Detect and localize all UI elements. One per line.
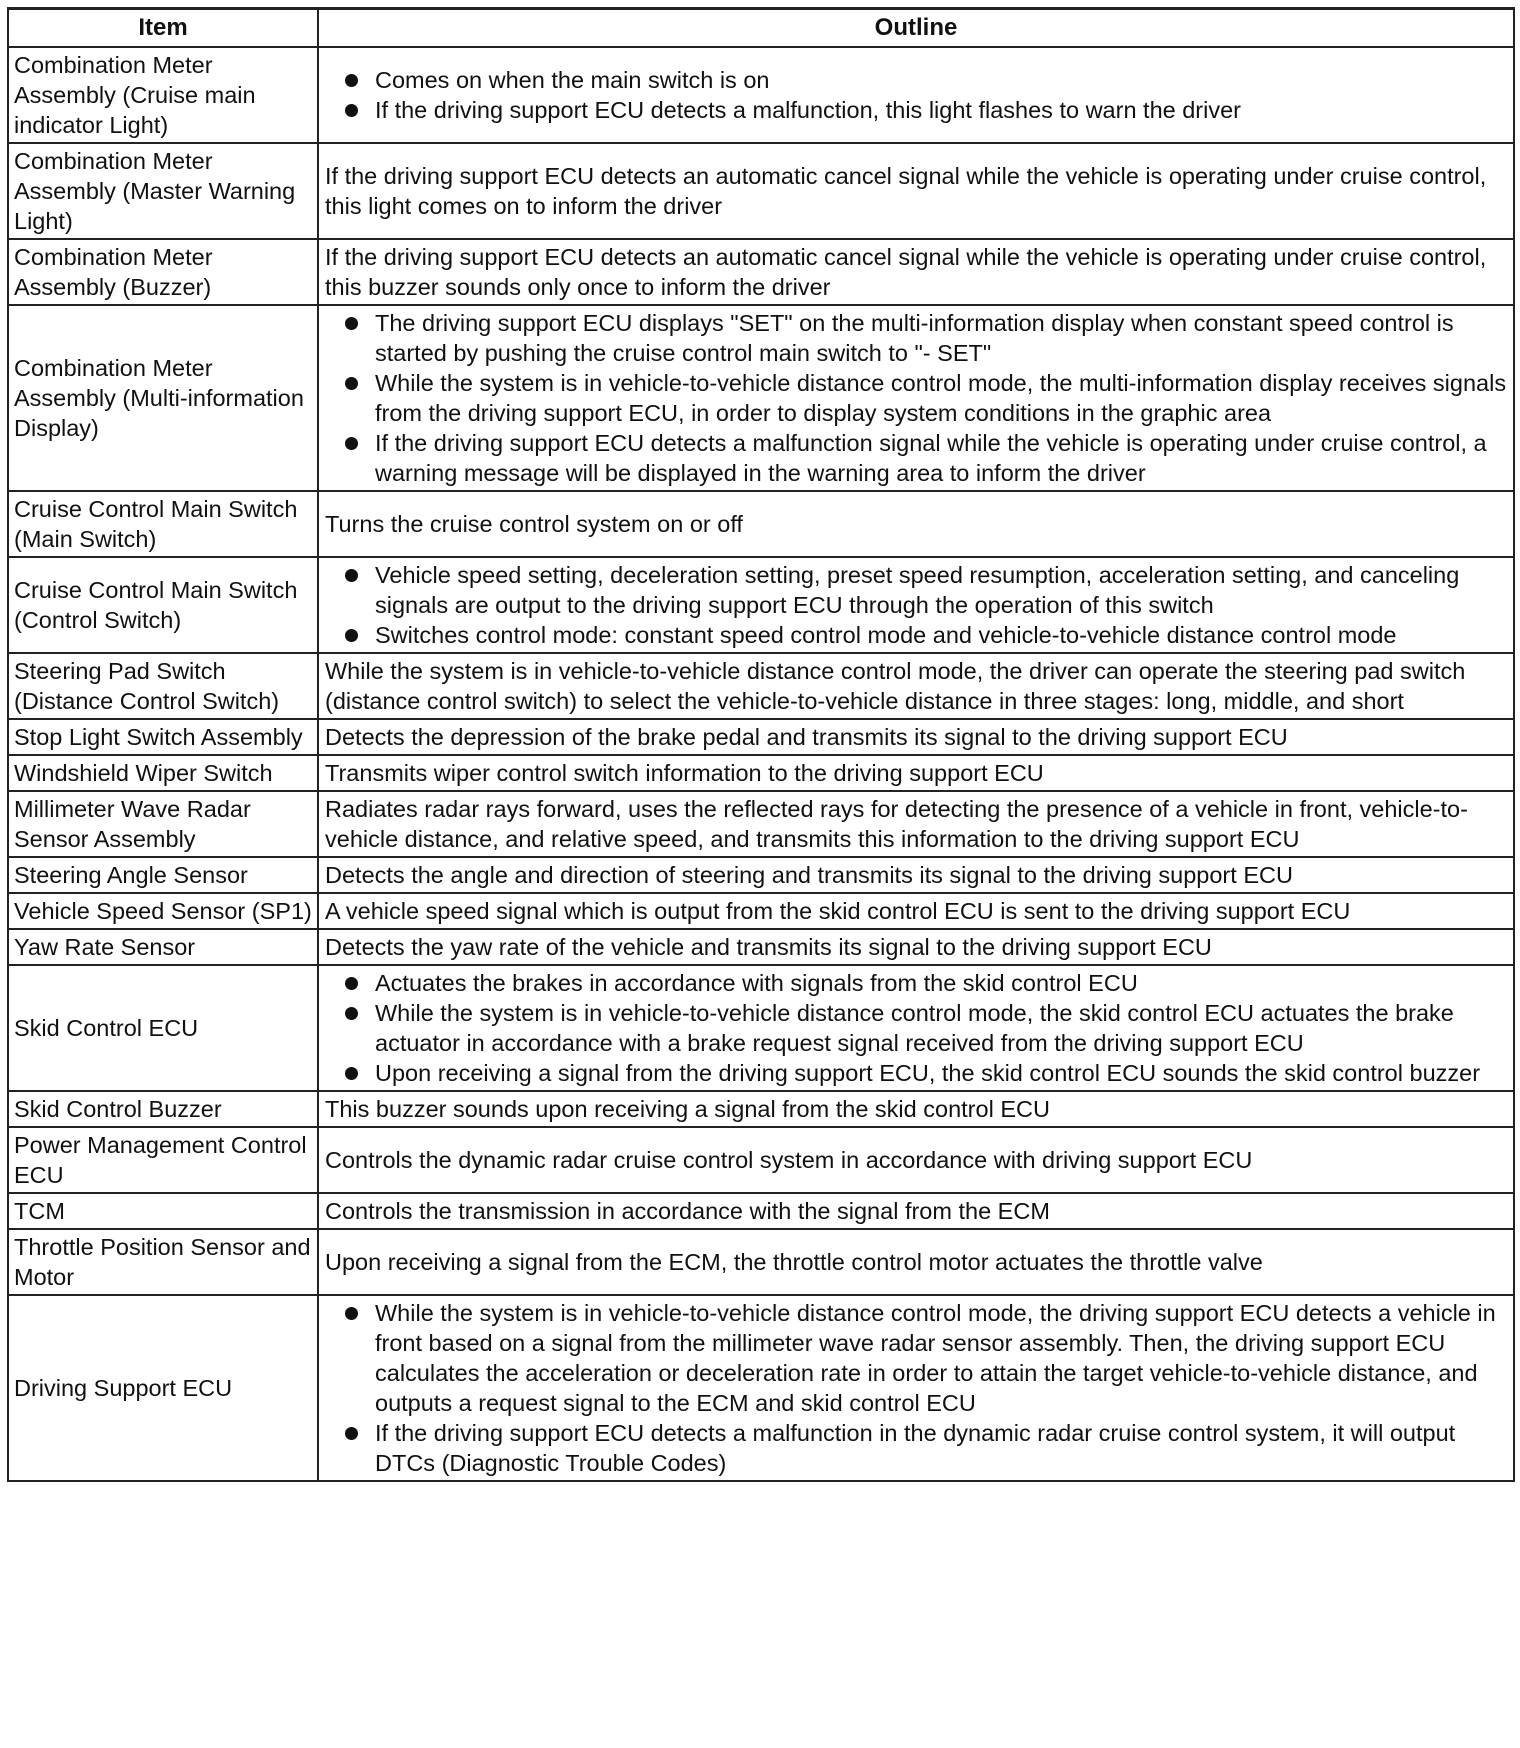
item-cell: Vehicle Speed Sensor (SP1) [8, 893, 318, 929]
list-item [325, 368, 1507, 428]
item-cell: Throttle Position Sensor and Motor [8, 1229, 318, 1295]
item-cell: Stop Light Switch Assembly [8, 719, 318, 755]
item-cell: Combination Meter Assembly (Buzzer) [8, 239, 318, 305]
outline-cell: Turns the cruise control system on or off [318, 491, 1514, 557]
table-row [8, 557, 1514, 653]
bullet-text: Comes on when the main switch is on [375, 67, 770, 93]
outline-cell: A vehicle speed signal which is output from the skid control ECU is sent to the driving support ECU [318, 893, 1514, 929]
bullet-text: Switches control mode: constant speed control mode and vehicle-to-vehicle distance control mode [375, 622, 1397, 648]
item-cell: Millimeter Wave Radar Sensor Assembly [8, 791, 318, 857]
table-body [8, 47, 1514, 1481]
table-row [8, 1091, 1514, 1127]
outline-bullet-list [325, 65, 1507, 125]
list-item [325, 998, 1507, 1058]
header-outline: Outline [318, 9, 1514, 48]
outline-cell: This buzzer sounds upon receiving a signal from the skid control ECU [318, 1091, 1514, 1127]
item-cell: Combination Meter Assembly (Master Warning Light) [8, 143, 318, 239]
bullet-icon [345, 377, 358, 390]
bullet-icon [345, 977, 358, 990]
bullet-text: While the system is in vehicle-to-vehicle distance control mode, the multi-information display receives signals from the driving support ECU, in order to display system conditions in the graphic area [375, 370, 1507, 426]
table-row [8, 719, 1514, 755]
outline-cell: Upon receiving a signal from the ECM, the throttle control motor actuates the throttle valve [318, 1229, 1514, 1295]
list-item [325, 428, 1507, 488]
list-item [325, 1298, 1507, 1418]
table-row [8, 857, 1514, 893]
outline-cell: If the driving support ECU detects an automatic cancel signal while the vehicle is operating under cruise control, this buzzer sounds only once to inform the driver [318, 239, 1514, 305]
table-row [8, 653, 1514, 719]
outline-table [7, 7, 1515, 1482]
bullet-text: If the driving support ECU detects a malfunction, this light flashes to warn the driver [375, 97, 1242, 123]
list-item [325, 1058, 1507, 1088]
outline-cell: If the driving support ECU detects an automatic cancel signal while the vehicle is operating under cruise control, this light comes on to inform the driver [318, 143, 1514, 239]
bullet-text: If the driving support ECU detects a malfunction in the dynamic radar cruise control system, it will output DTCs (Diagnostic Trouble Codes) [375, 1420, 1456, 1476]
outline-bullet-list [325, 560, 1507, 650]
table-row [8, 1229, 1514, 1295]
bullet-icon [345, 1067, 358, 1080]
bullet-text: Vehicle speed setting, deceleration setting, preset speed resumption, acceleration setting, and canceling signals are output to the driving support ECU through the operation of this switch [375, 562, 1460, 618]
item-cell: Skid Control ECU [8, 965, 318, 1091]
bullet-icon [345, 1427, 358, 1440]
outline-cell: Controls the dynamic radar cruise control system in accordance with driving support ECU [318, 1127, 1514, 1193]
outline-cell: Detects the angle and direction of steering and transmits its signal to the driving support ECU [318, 857, 1514, 893]
bullet-text: While the system is in vehicle-to-vehicle distance control mode, the skid control ECU actuates the brake actuator in accordance with a brake request signal received from the driving support ECU [375, 1000, 1454, 1056]
outline-cell: Controls the transmission in accordance with the signal from the ECM [318, 1193, 1514, 1229]
item-cell: Yaw Rate Sensor [8, 929, 318, 965]
table-row [8, 755, 1514, 791]
outline-bullet-list [325, 308, 1507, 488]
outline-cell: Radiates radar rays forward, uses the reflected rays for detecting the presence of a vehicle in front, vehicle-to-vehicle distance, and relative speed, and transmits this information to the driving support ECU [318, 791, 1514, 857]
outline-cell: Detects the depression of the brake pedal and transmits its signal to the driving support ECU [318, 719, 1514, 755]
list-item [325, 65, 1507, 95]
table-row [8, 1193, 1514, 1229]
item-cell: Driving Support ECU [8, 1295, 318, 1481]
bullet-icon [345, 317, 358, 330]
bullet-icon [345, 1007, 358, 1020]
bullet-icon [345, 569, 358, 582]
outline-cell [318, 965, 1514, 1091]
table-row [8, 239, 1514, 305]
bullet-icon [345, 104, 358, 117]
item-cell: Cruise Control Main Switch (Main Switch) [8, 491, 318, 557]
list-item [325, 560, 1507, 620]
outline-cell: Detects the yaw rate of the vehicle and transmits its signal to the driving support ECU [318, 929, 1514, 965]
table-row [8, 893, 1514, 929]
table-row [8, 1295, 1514, 1481]
list-item [325, 95, 1507, 125]
bullet-text: Actuates the brakes in accordance with signals from the skid control ECU [375, 970, 1138, 996]
outline-bullet-list [325, 1298, 1507, 1478]
bullet-text: While the system is in vehicle-to-vehicle distance control mode, the driving support ECU detects a vehicle in front based on a signal from the millimeter wave radar sensor assembly. Then, the driving support ECU calculates the acceleration or deceleration rate in order to attain the target vehicle-to-vehicle distance, and outputs a request signal to the ECM and skid control ECU [375, 1300, 1496, 1416]
table-row [8, 1127, 1514, 1193]
bullet-icon [345, 74, 358, 87]
table-row [8, 791, 1514, 857]
bullet-text: If the driving support ECU detects a malfunction signal while the vehicle is operating under cruise control, a warning message will be displayed in the warning area to inform the driver [375, 430, 1487, 486]
list-item [325, 620, 1507, 650]
outline-cell [318, 1295, 1514, 1481]
table-row [8, 929, 1514, 965]
bullet-icon [345, 629, 358, 642]
bullet-text: The driving support ECU displays "SET" on the multi-information display when constant speed control is started by pushing the cruise control main switch to "- SET" [375, 310, 1454, 366]
list-item [325, 308, 1507, 368]
outline-bullet-list [325, 968, 1507, 1088]
table-row [8, 47, 1514, 143]
item-cell: Power Management Control ECU [8, 1127, 318, 1193]
item-cell: Skid Control Buzzer [8, 1091, 318, 1127]
item-cell: Steering Pad Switch (Distance Control Switch) [8, 653, 318, 719]
bullet-icon [345, 437, 358, 450]
list-item [325, 968, 1507, 998]
outline-cell [318, 557, 1514, 653]
item-cell: Windshield Wiper Switch [8, 755, 318, 791]
item-cell: Combination Meter Assembly (Multi-information Display) [8, 305, 318, 491]
table-row [8, 143, 1514, 239]
table-row [8, 965, 1514, 1091]
item-cell: Combination Meter Assembly (Cruise main indicator Light) [8, 47, 318, 143]
outline-cell [318, 47, 1514, 143]
outline-cell [318, 305, 1514, 491]
bullet-icon [345, 1307, 358, 1320]
list-item [325, 1418, 1507, 1478]
item-cell: Cruise Control Main Switch (Control Switch) [8, 557, 318, 653]
header-row [8, 9, 1514, 48]
outline-cell: Transmits wiper control switch information to the driving support ECU [318, 755, 1514, 791]
table-row [8, 305, 1514, 491]
item-cell: TCM [8, 1193, 318, 1229]
table-row [8, 491, 1514, 557]
item-cell: Steering Angle Sensor [8, 857, 318, 893]
outline-table-wrapper [7, 7, 1515, 1482]
header-item: Item [8, 9, 318, 48]
bullet-text: Upon receiving a signal from the driving support ECU, the skid control ECU sounds the skid control buzzer [375, 1060, 1481, 1086]
outline-cell: While the system is in vehicle-to-vehicle distance control mode, the driver can operate the steering pad switch (distance control switch) to select the vehicle-to-vehicle distance in three stages: long, middle, and short [318, 653, 1514, 719]
